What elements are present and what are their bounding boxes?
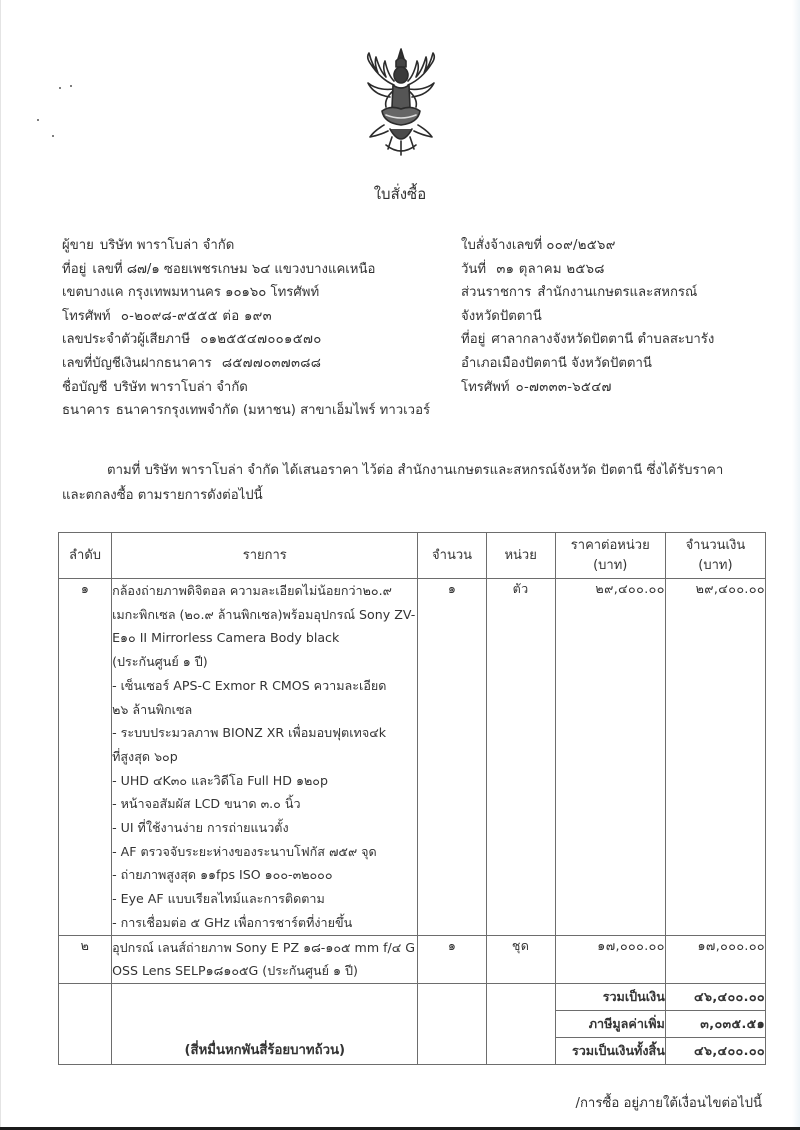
item-unit: ตัว [486, 579, 555, 936]
buyer-info [461, 234, 714, 399]
intro-paragraph: ตามที่ บริษัท พาราโบล่า จำกัด ได้เสนอราคา ไว้ต่อ สำนักงานเกษตรและสหกรณ์จังหวัด ปัตตานี ซึ่งได้รับราคา และตกลงซื้อ ตามรายการดังต่อไปนี้ [62, 463, 724, 503]
item-amount: ๑๗,๐๐๐.๐๐ [665, 935, 765, 983]
order-date-row: วันที่ ๓๑ ตุลาคม ๒๕๖๘ [461, 261, 605, 277]
table-row [59, 935, 766, 983]
scan-speck [70, 85, 72, 87]
seller-bank-account-row: เลขที่บัญชีเงินฝากธนาคาร ๘๕๗๗๐๓๗๓๘๘ [62, 355, 322, 371]
document-title: ใบสั่งซื้อ [373, 185, 427, 203]
agency-row: ส่วนราชการ สำนักงานเกษตรและสหกรณ์ [461, 285, 698, 301]
item-unit: ชุด [486, 935, 555, 983]
order-number-row: ใบสั่งจ้างเลขที่ ๐๐๙/๒๕๖๙ [461, 238, 616, 253]
item-amount: ๒๙,๔๐๐.๐๐ [665, 579, 765, 936]
item-description: กล้องถ่ายภาพดิจิตอล ความละเอียดไม่น้อยกว่า๒๐.๙ เมกะพิกเซล (๒๐.๙ ล้านพิกเซล)พร้อมอุปกรณ์ Sony ZV- E๑๐ II Mirrorless Camera Body black (ประกันศูนย์ ๑ ปี) - เซ็นเซอร์ APS-C Exmor R CMOS ความละเอียด ๒๖ ล้านพิกเซล - ระบบประมวลภาพ BIONZ XR เพื่อมอบฟุตเทจ๔k ที่สูงสุด ๖๐p - UHD ๔K๓๐ และวิดีโอ Full HD ๑๒๐p - หน้าจอสัมผัส LCD ขนาด ๓.๐ นิ้ว - UI ที่ใช้งานง่าย การถ่ายแนวตั้ง - AF ตรวจจับระยะห่างของระนาบโฟกัส ๗๕๙ จุด - ถ่ายภาพสูงสุด ๑๑fps ISO ๑๐๐-๓๒๐๐๐ - Eye AF แบบเรียลไทม์และการติดตาม - การเชื่อมต่อ ๕ GHz เพื่อการชาร์ตที่ง่ายขึ้น [112, 579, 418, 936]
buyer-address-row-2: อำเภอเมืองปัตตานี จังหวัดปัตตานี [461, 355, 652, 371]
table-row [59, 579, 766, 936]
seller-tax-id-row: เลขประจำตัวผู้เสียภาษี ๐๑๒๕๕๔๗๐๐๑๕๗๐ [62, 332, 322, 348]
table-header-row [59, 533, 766, 579]
scan-right-band [792, 0, 800, 1130]
header-unit-price: ราคาต่อหน่วย (บาท) [555, 533, 665, 579]
vat-label: ภาษีมูลค่าเพิ่ม [555, 1010, 665, 1037]
item-no: ๒ [59, 935, 112, 983]
header-unit: หน่วย [486, 533, 555, 579]
scan-left-edge [0, 0, 1, 1130]
item-unit-price: ๒๙,๔๐๐.๐๐ [555, 579, 665, 936]
seller-address-row: ที่อยู่ เลขที่ ๘๗/๑ ซอยเพชรเกษม ๖๔ แขวงบางแคเหนือ [62, 261, 376, 277]
total-in-words: (สี่หมื่นหกพันสี่ร้อยบาทถ้วน) [112, 983, 418, 1064]
seller-bank-row: ธนาคาร ธนาคารกรุงเทพจำกัด (มหาชน) สาขาเอ็มไพร์ ทาวเวอร์ [62, 403, 431, 419]
header-description: รายการ [112, 533, 418, 579]
subtotal-label: รวมเป็นเงิน [555, 983, 665, 1010]
seller-phone-row: โทรศัพท์ ๐-๒๐๙๘-๙๕๕๕ ต่อ ๑๙๓ [62, 308, 272, 324]
continuation-note: /การซื้อ อยู่ภายใต้เงื่อนไขต่อไปนี้ [575, 1096, 762, 1111]
agency-row-2: จังหวัดปัตตานี [461, 308, 542, 324]
scan-speck [59, 87, 61, 89]
seller-address-row-2: เขตบางแค กรุงเทพมหานคร ๑๐๑๖๐ โทรศัพท์ [62, 285, 320, 301]
item-no: ๑ [59, 579, 112, 936]
seller-name-row: ผู้ขาย บริษัท พาราโบล่า จำกัด [62, 238, 235, 253]
items-table [58, 532, 766, 1065]
buyer-address-row: ที่อยู่ ศาลากลางจังหวัดปัตตานี ตำบลสะบารัง [461, 332, 715, 348]
item-unit-price: ๑๗,๐๐๐.๐๐ [555, 935, 665, 983]
vat-value: ๓,๐๓๕.๕๑ [665, 1010, 765, 1037]
scan-speck [37, 119, 39, 121]
garuda-emblem-icon [360, 45, 442, 160]
buyer-phone-row: โทรศัพท์ ๐-๗๓๓๓-๖๕๔๗ [461, 379, 612, 395]
seller-account-name-row: ชื่อบัญชี บริษัท พาราโบล่า จำกัด [62, 379, 248, 395]
header-no: ลำดับ [59, 533, 112, 579]
summary-row-subtotal [59, 983, 766, 1010]
total-value: ๔๖,๔๐๐.๐๐ [665, 1037, 765, 1064]
seller-info [62, 234, 430, 423]
total-label: รวมเป็นเงินทั้งสิ้น [555, 1037, 665, 1064]
subtotal-value: ๔๖,๔๐๐.๐๐ [665, 983, 765, 1010]
header-quantity: จำนวน [418, 533, 486, 579]
item-quantity: ๑ [418, 579, 486, 936]
item-quantity: ๑ [418, 935, 486, 983]
item-description: อุปกรณ์ เลนส์ถ่ายภาพ Sony E PZ ๑๘-๑๐๕ mm f/๔ G OSS Lens SELP๑๘๑๐๕G (ประกันศูนย์ ๑ ปี) [112, 935, 418, 983]
scan-speck [52, 135, 54, 137]
header-amount: จำนวนเงิน (บาท) [665, 533, 765, 579]
